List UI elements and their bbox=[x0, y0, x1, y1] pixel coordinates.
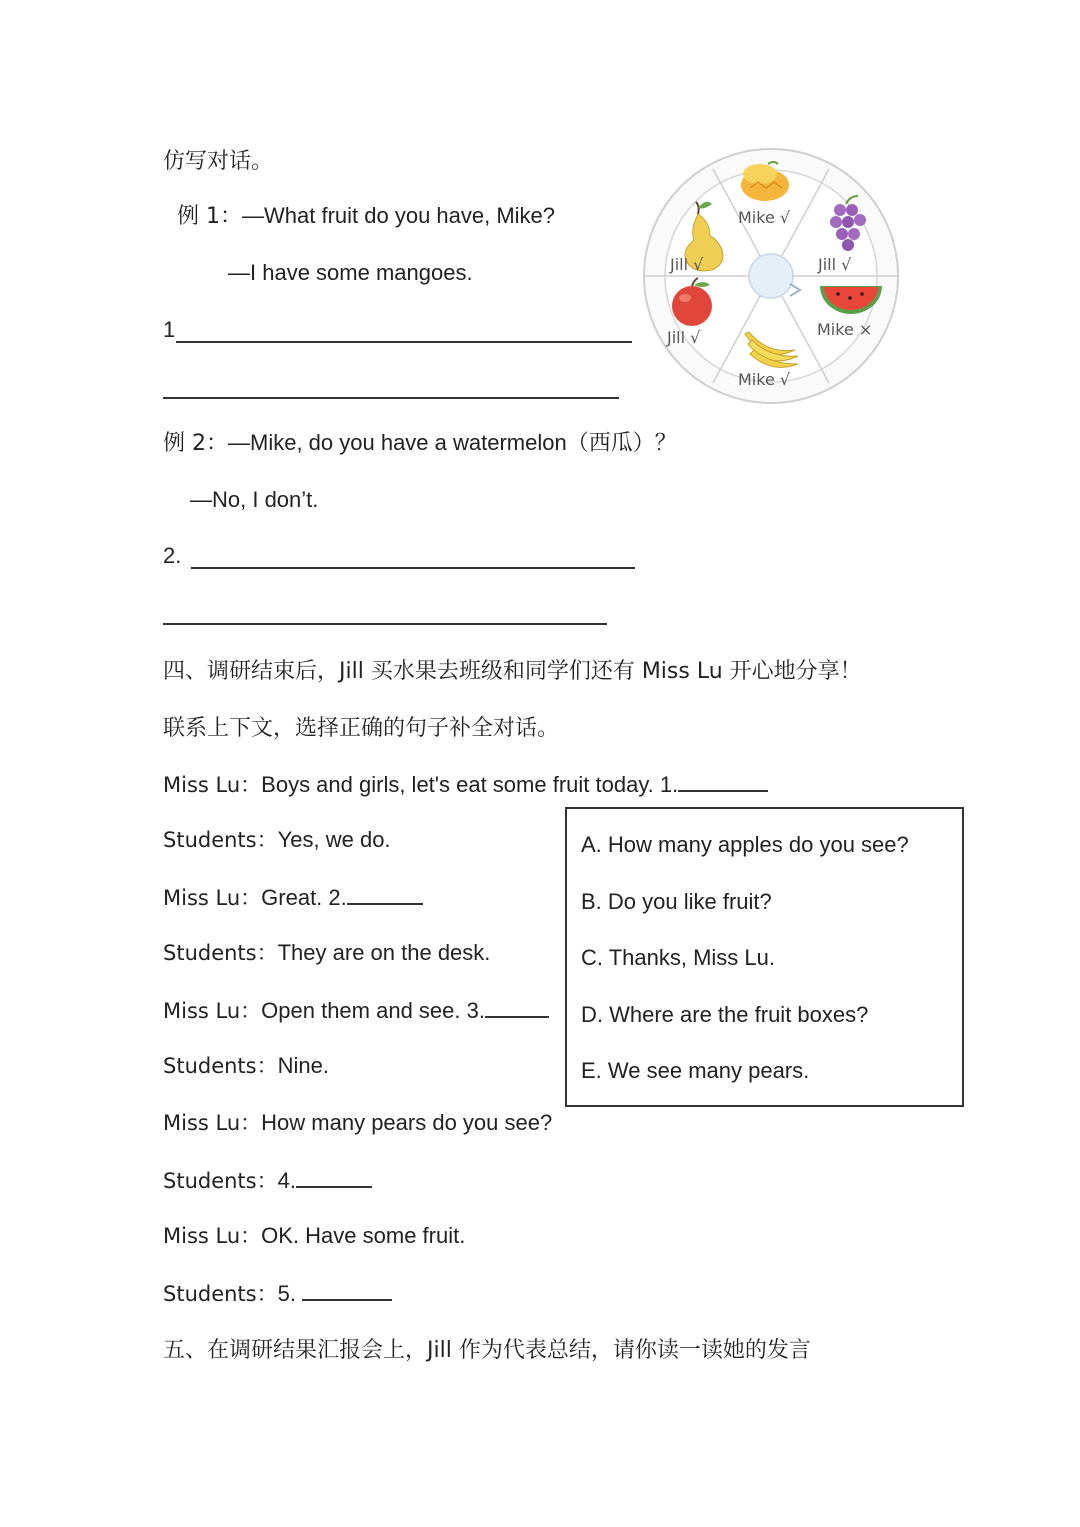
wheel-label: Mike × bbox=[817, 320, 873, 339]
dialog-line bbox=[163, 1277, 392, 1309]
wheel-label: Jill √ bbox=[818, 255, 852, 274]
speaker: Students： bbox=[163, 1054, 278, 1078]
option-a[interactable]: A. How many apples do you see? bbox=[581, 832, 909, 857]
dialog-line bbox=[163, 1164, 372, 1196]
dialog-line bbox=[163, 1108, 552, 1138]
blank-5[interactable] bbox=[302, 1277, 392, 1301]
speaker: Miss Lu： bbox=[163, 999, 262, 1023]
section-title: 仿写对话。 bbox=[163, 149, 274, 174]
answer-line[interactable] bbox=[176, 341, 632, 343]
dialog-line bbox=[163, 1221, 465, 1251]
dialog-text: 4. bbox=[277, 1168, 296, 1193]
blank-number: 1 bbox=[163, 317, 176, 342]
dialog-text: Open them and see. 3. bbox=[261, 998, 485, 1023]
dialog-text: How many pears do you see? bbox=[261, 1110, 553, 1135]
example-2 bbox=[163, 428, 677, 459]
speaker: Students： bbox=[163, 828, 278, 852]
speaker: Students： bbox=[163, 1169, 278, 1193]
speaker: Miss Lu： bbox=[163, 1224, 262, 1248]
option-c[interactable]: C. Thanks, Miss Lu. bbox=[581, 945, 775, 970]
answer-line[interactable] bbox=[163, 623, 607, 625]
options-box bbox=[565, 807, 964, 1107]
option-d[interactable]: D. Where are the fruit boxes? bbox=[581, 1002, 869, 1027]
example-label: 例 1： bbox=[177, 204, 242, 229]
example-question: —Mike, do you have a watermelon（西瓜）？ bbox=[228, 430, 677, 455]
fruit-survey-wheel bbox=[640, 148, 902, 406]
wheel-label: Jill √ bbox=[670, 255, 704, 274]
dialog-line bbox=[163, 994, 549, 1026]
dialog-text: Great. 2. bbox=[261, 885, 347, 910]
dialog-text: OK. Have some fruit. bbox=[261, 1223, 466, 1248]
dialog-text: 5. bbox=[277, 1281, 303, 1306]
speaker: Miss Lu： bbox=[163, 1111, 262, 1135]
dialog-line bbox=[163, 938, 490, 968]
wheel-label: Mike √ bbox=[738, 370, 791, 389]
instruction: 联系上下文，选择正确的句子补全对话。 bbox=[163, 716, 560, 741]
blank-1[interactable] bbox=[678, 768, 768, 792]
option-e[interactable]: E. We see many pears. bbox=[581, 1058, 810, 1083]
blank-4[interactable] bbox=[296, 1164, 372, 1188]
answer-line[interactable] bbox=[191, 567, 635, 569]
dialog-text: Nine. bbox=[277, 1053, 329, 1078]
wheel-label: Jill √ bbox=[667, 328, 701, 347]
spinner-center[interactable] bbox=[749, 254, 793, 298]
section-title: 四、调研结束后，Jill 买水果去班级和同学们还有 Miss Lu 开心地分享！ bbox=[163, 659, 862, 684]
blank-2[interactable] bbox=[347, 881, 423, 905]
answer-line[interactable] bbox=[163, 397, 619, 399]
option-b[interactable]: B. Do you like fruit? bbox=[581, 889, 772, 914]
section-title: 五、在调研结果汇报会上，Jill 作为代表总结，请你读一读她的发言 bbox=[163, 1338, 811, 1363]
dialog-line bbox=[163, 768, 768, 800]
example-question: —What fruit do you have, Mike? bbox=[242, 203, 556, 228]
wheel-label: Mike √ bbox=[738, 208, 791, 227]
dialog-line bbox=[163, 1051, 329, 1081]
example-label: 例 2： bbox=[163, 431, 228, 456]
speaker: Students： bbox=[163, 1282, 278, 1306]
dialog-text: Yes, we do. bbox=[277, 827, 391, 852]
speaker: Miss Lu： bbox=[163, 773, 262, 797]
speaker: Students： bbox=[163, 941, 278, 965]
dialog-line bbox=[163, 881, 423, 913]
dialog-text: They are on the desk. bbox=[277, 940, 491, 965]
example-answer: —No, I don’t. bbox=[190, 487, 319, 512]
dialog-line bbox=[163, 825, 391, 855]
dialog-text: Boys and girls, let's eat some fruit today. 1. bbox=[261, 772, 679, 797]
blank-3[interactable] bbox=[485, 994, 549, 1018]
speaker: Miss Lu： bbox=[163, 886, 262, 910]
example-1 bbox=[177, 201, 555, 232]
example-answer: —I have some mangoes. bbox=[228, 260, 473, 285]
blank-number: 2. bbox=[163, 543, 182, 568]
